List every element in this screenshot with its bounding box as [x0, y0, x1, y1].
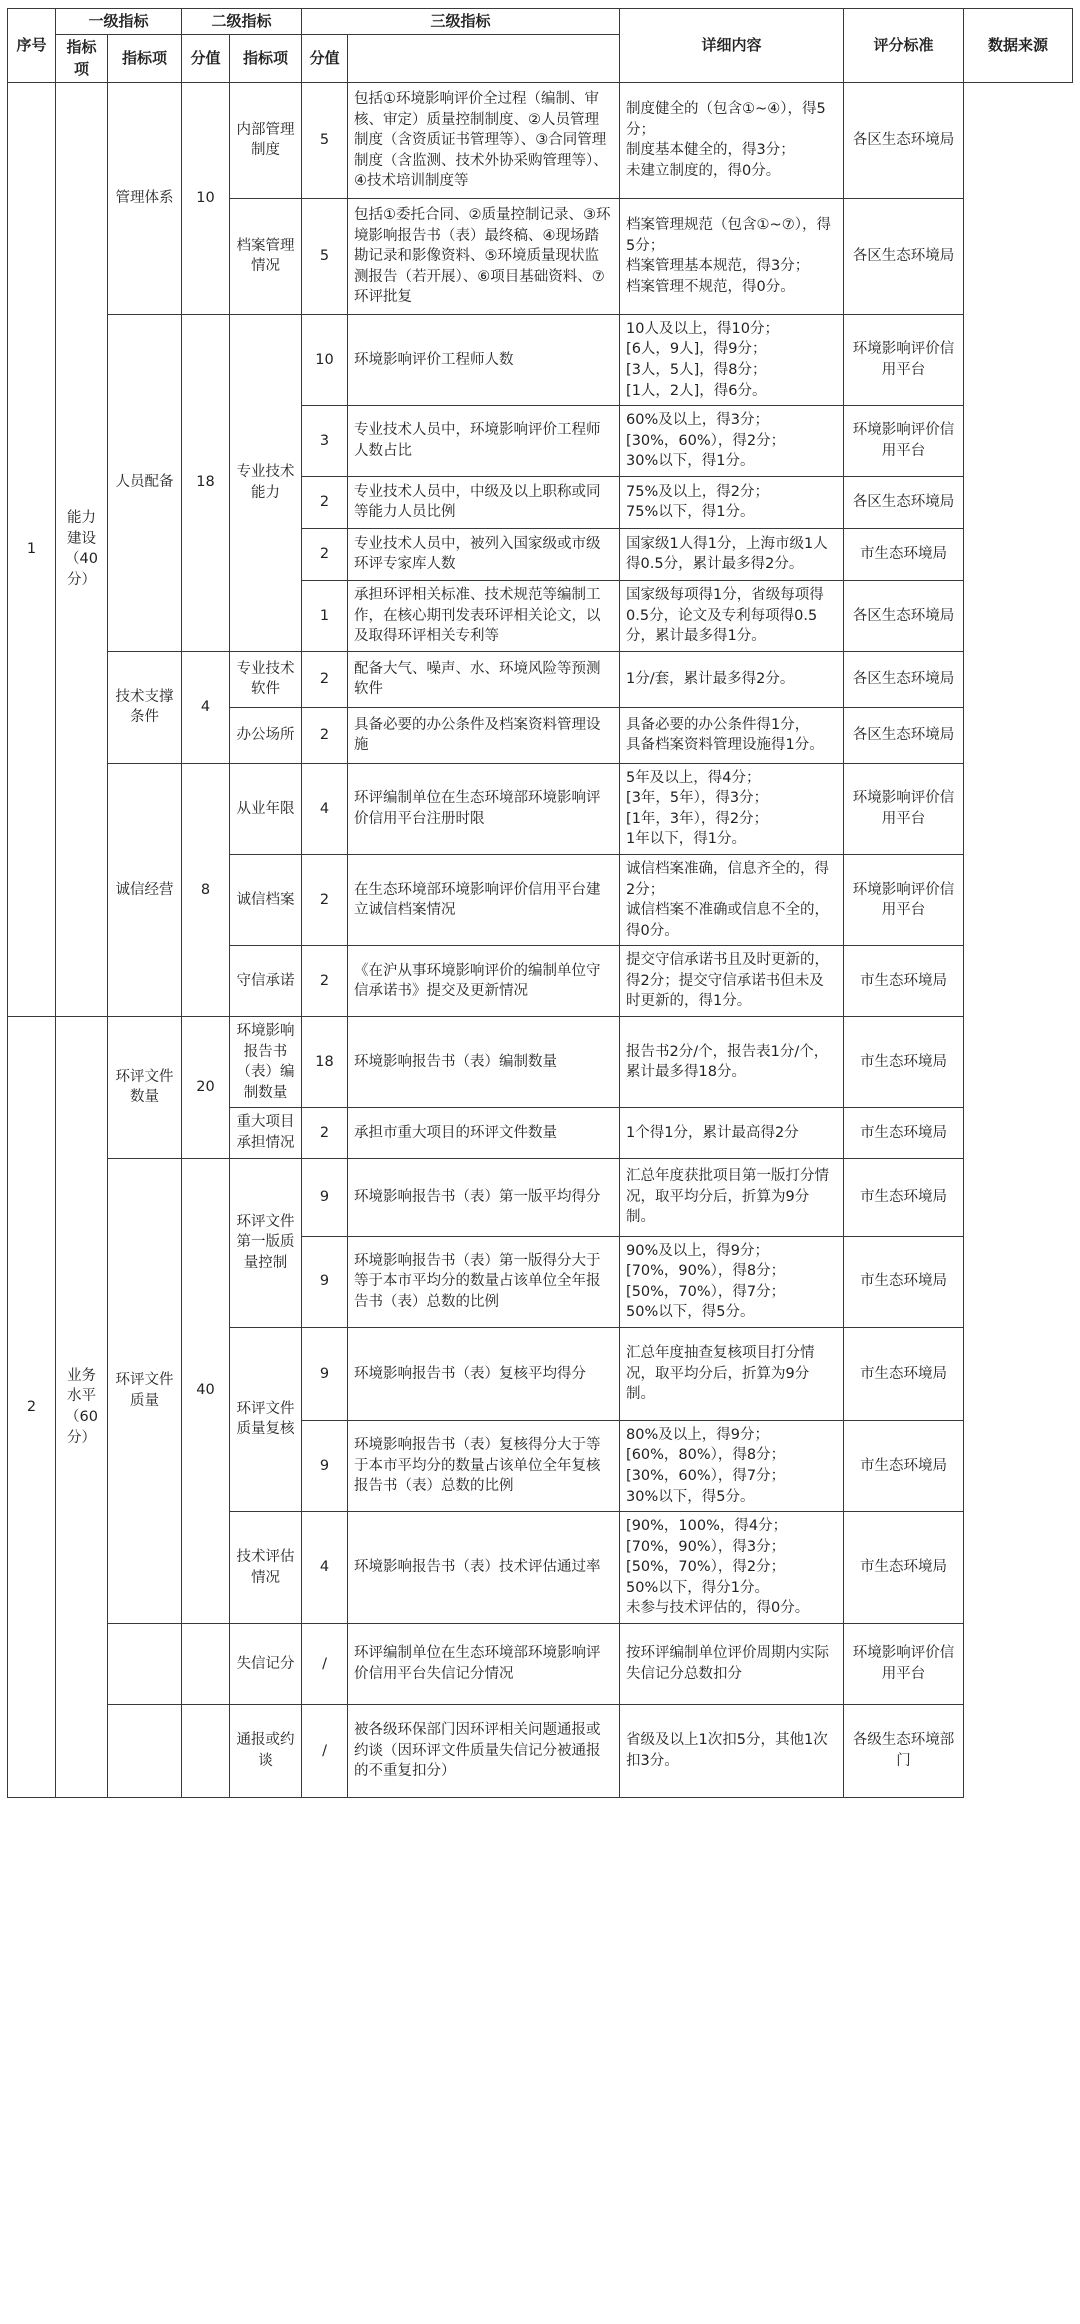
seq-cell: 1	[8, 82, 56, 1016]
header-criteria: 评分标准	[844, 9, 964, 83]
level2-item-cell	[108, 1624, 182, 1705]
criteria-cell: 1分/套，累计最多得2分。	[620, 651, 844, 707]
criteria-cell: 汇总年度抽查复核项目打分情况，取平均分后，折算为9分制。	[620, 1327, 844, 1420]
criteria-cell: 具备必要的办公条件得1分， 具备档案资料管理设施得1分。	[620, 707, 844, 763]
source-cell: 环境影响评价信用平台	[844, 854, 964, 945]
source-cell: 环境影响评价信用平台	[844, 406, 964, 477]
table-row	[8, 651, 1073, 707]
level3-score-cell: 5	[302, 198, 348, 314]
level2-item-cell: 管理体系	[108, 82, 182, 314]
level2-score-cell: 10	[182, 82, 230, 314]
source-cell: 市生态环境局	[844, 1512, 964, 1624]
table-row	[8, 82, 1073, 198]
level3-item-cell: 重大项目 承担情况	[230, 1108, 302, 1158]
level1-cell: 业务水平 （60分）	[56, 1017, 108, 1798]
detail-cell: 包括①环境影响评价全过程（编制、审核、审定）质量控制制度、②人员管理制度（含资质证书管理等）、③合同管理制度（含监测、技术外协采购管理等）、④技术培训制度等	[348, 82, 620, 198]
source-cell: 市生态环境局	[844, 1017, 964, 1108]
level3-score-cell: 2	[302, 1108, 348, 1158]
level3-score-cell: 18	[302, 1017, 348, 1108]
criteria-cell: 75%及以上，得2分； 75%以下，得1分。	[620, 476, 844, 528]
level3-score-cell: 9	[302, 1236, 348, 1327]
level3-item-cell: 守信承诺	[230, 946, 302, 1017]
level3-score-cell: 4	[302, 1512, 348, 1624]
criteria-cell: 国家级每项得1分，省级每项得0.5分，论文及专利每项得0.5分，累计最多得1分。	[620, 580, 844, 651]
table-row	[8, 1158, 1073, 1236]
source-cell: 市生态环境局	[844, 528, 964, 580]
level3-item-cell: 专业技术 软件	[230, 651, 302, 707]
detail-cell: 《在沪从事环境影响评价的编制单位守信承诺书》提交及更新情况	[348, 946, 620, 1017]
source-cell: 各区生态环境局	[844, 707, 964, 763]
source-cell: 各区生态环境局	[844, 580, 964, 651]
source-cell: 市生态环境局	[844, 1327, 964, 1420]
detail-cell: 环境影响报告书（表）复核平均得分	[348, 1327, 620, 1420]
level2-item-cell: 环评文件 数量	[108, 1017, 182, 1158]
source-cell: 市生态环境局	[844, 1158, 964, 1236]
source-cell: 环境影响评价信用平台	[844, 763, 964, 854]
header-level2: 二级指标	[182, 9, 302, 35]
level3-score-cell: 2	[302, 946, 348, 1017]
detail-cell: 被各级环保部门因环评相关问题通报或约谈（因环评文件质量失信记分被通报的不重复扣分）	[348, 1705, 620, 1798]
level3-score-cell: /	[302, 1705, 348, 1798]
level3-item-cell: 失信记分	[230, 1624, 302, 1705]
criteria-cell: 提交守信承诺书且及时更新的，得2分；提交守信承诺书但未及时更新的，得1分。	[620, 946, 844, 1017]
level3-score-cell: 3	[302, 406, 348, 477]
table-body	[8, 82, 1073, 1797]
evaluation-table	[7, 8, 1073, 1798]
level3-item-cell: 专业技术 能力	[230, 314, 302, 651]
level3-score-cell: 2	[302, 476, 348, 528]
level2-item-cell: 诚信经营	[108, 763, 182, 1016]
level3-item-cell: 内部管理 制度	[230, 82, 302, 198]
level3-score-cell: 9	[302, 1327, 348, 1420]
detail-cell: 在生态环境部环境影响评价信用平台建立诚信档案情况	[348, 854, 620, 945]
source-cell: 市生态环境局	[844, 1108, 964, 1158]
criteria-cell: 按环评编制单位评价周期内实际失信记分总数扣分	[620, 1624, 844, 1705]
level3-item-cell: 诚信档案	[230, 854, 302, 945]
detail-cell: 承担市重大项目的环评文件数量	[348, 1108, 620, 1158]
level2-item-cell: 环评文件 质量	[108, 1158, 182, 1624]
source-cell: 各级生态环境部门	[844, 1705, 964, 1798]
criteria-cell: 10人及以上，得10分； [6人，9人]，得9分； [3人，5人]，得8分； [1人，2人]，得6分。	[620, 314, 844, 405]
source-cell: 市生态环境局	[844, 1420, 964, 1511]
level2-score-cell	[182, 1705, 230, 1798]
detail-cell: 环境影响评价工程师人数	[348, 314, 620, 405]
criteria-cell: 档案管理规范（包含①~⑦），得5分； 档案管理基本规范，得3分； 档案管理不规范，得0分。	[620, 198, 844, 314]
level3-score-cell: 2	[302, 528, 348, 580]
source-cell: 环境影响评价信用平台	[844, 1624, 964, 1705]
level3-score-cell: 1	[302, 580, 348, 651]
seq-cell: 2	[8, 1017, 56, 1798]
table-row	[8, 763, 1073, 854]
level3-score-cell: 9	[302, 1158, 348, 1236]
level3-score-cell: 2	[302, 854, 348, 945]
detail-cell: 环境影响报告书（表）第一版平均得分	[348, 1158, 620, 1236]
level3-score-cell: 9	[302, 1420, 348, 1511]
level2-item-cell	[108, 1705, 182, 1798]
level3-score-cell: 2	[302, 651, 348, 707]
criteria-cell: 80%及以上，得9分； [60%，80%），得8分； [30%，60%），得7分； 30%以下，得5分。	[620, 1420, 844, 1511]
level3-score-cell: 2	[302, 707, 348, 763]
criteria-cell: 省级及以上1次扣5分，其他1次扣3分。	[620, 1705, 844, 1798]
table-row	[8, 1017, 1073, 1108]
level3-item-cell: 档案管理 情况	[230, 198, 302, 314]
level2-score-cell: 8	[182, 763, 230, 1016]
level3-score-cell: 10	[302, 314, 348, 405]
header-detail: 详细内容	[620, 9, 844, 83]
criteria-cell: 汇总年度获批项目第一版打分情况，取平均分后，折算为9分制。	[620, 1158, 844, 1236]
level3-score-cell: 4	[302, 763, 348, 854]
table-row	[8, 1624, 1073, 1705]
criteria-cell: 国家级1人得1分，上海市级1人得0.5分，累计最多得2分。	[620, 528, 844, 580]
level2-score-cell	[182, 1624, 230, 1705]
criteria-cell: 制度健全的（包含①~④），得5分； 制度基本健全的，得3分； 未建立制度的，得0分。	[620, 82, 844, 198]
detail-cell: 环境影响报告书（表）编制数量	[348, 1017, 620, 1108]
source-cell: 各区生态环境局	[844, 476, 964, 528]
source-cell: 市生态环境局	[844, 946, 964, 1017]
table-row	[8, 314, 1073, 405]
source-cell: 各区生态环境局	[844, 651, 964, 707]
detail-cell: 具备必要的办公条件及档案资料管理设施	[348, 707, 620, 763]
detail-cell: 包括①委托合同、②质量控制记录、③环境影响报告书（表）最终稿、④现场踏勘记录和影像资料、⑤环境质量现状监测报告（若开展）、⑥项目基础资料、⑦环评批复	[348, 198, 620, 314]
detail-cell: 环评编制单位在生态环境部环境影响评价信用平台失信记分情况	[348, 1624, 620, 1705]
level3-score-cell: 5	[302, 82, 348, 198]
detail-cell: 承担环评相关标准、技术规范等编制工作，在核心期刊发表环评相关论文，以及取得环评相关专利等	[348, 580, 620, 651]
level2-item-cell: 技术支撑 条件	[108, 651, 182, 763]
source-cell: 各区生态环境局	[844, 198, 964, 314]
source-cell: 环境影响评价信用平台	[844, 314, 964, 405]
header-source: 数据来源	[964, 9, 1073, 83]
detail-cell: 专业技术人员中，被列入国家级或市级环评专家库人数	[348, 528, 620, 580]
header-seq: 序号	[8, 9, 56, 83]
level3-item-cell: 环境影响 报告书 （表）编 制数量	[230, 1017, 302, 1108]
header-l2-score: 分值	[182, 35, 230, 83]
level2-score-cell: 18	[182, 314, 230, 651]
level2-item-cell: 人员配备	[108, 314, 182, 651]
header-level3: 三级指标	[302, 9, 620, 35]
criteria-cell: 5年及以上，得4分； [3年，5年），得3分； [1年，3年），得2分； 1年以下，得1分。	[620, 763, 844, 854]
detail-cell: 环境影响报告书（表）复核得分大于等于本市平均分的数量占该单位全年复核报告书（表）总数的比例	[348, 1420, 620, 1511]
header-l2-item: 指标项	[108, 35, 182, 83]
criteria-cell: 60%及以上，得3分； [30%，60%），得2分； 30%以下，得1分。	[620, 406, 844, 477]
detail-cell: 专业技术人员中，中级及以上职称或同等能力人员比例	[348, 476, 620, 528]
level2-score-cell: 4	[182, 651, 230, 763]
criteria-cell: 报告书2分/个，报告表1分/个，累计最多得18分。	[620, 1017, 844, 1108]
header-level1: 一级指标	[56, 9, 182, 35]
level3-item-cell: 办公场所	[230, 707, 302, 763]
header-l3-item: 指标项	[230, 35, 302, 83]
detail-cell: 环评编制单位在生态环境部环境影响评价信用平台注册时限	[348, 763, 620, 854]
level3-score-cell: /	[302, 1624, 348, 1705]
table-row	[8, 1705, 1073, 1798]
criteria-cell: 诚信档案准确，信息齐全的，得2分； 诚信档案不准确或信息不全的，得0分。	[620, 854, 844, 945]
level3-item-cell: 从业年限	[230, 763, 302, 854]
level2-score-cell: 40	[182, 1158, 230, 1624]
level3-item-cell: 环评文件 质量复核	[230, 1327, 302, 1511]
level3-item-cell: 技术评估 情况	[230, 1512, 302, 1624]
criteria-cell: [90%，100%，得4分； [70%，90%），得3分； [50%，70%），得2分； 50%以下，得分1分。 未参与技术评估的，得0分。	[620, 1512, 844, 1624]
criteria-cell: 1个得1分，累计最高得2分	[620, 1108, 844, 1158]
detail-cell: 环境影响报告书（表）技术评估通过率	[348, 1512, 620, 1624]
level2-score-cell: 20	[182, 1017, 230, 1158]
header-l3-score: 分值	[302, 35, 348, 83]
header-l1-item: 指标项	[56, 35, 108, 83]
level3-item-cell: 通报或约 谈	[230, 1705, 302, 1798]
source-cell: 市生态环境局	[844, 1236, 964, 1327]
criteria-cell: 90%及以上，得9分； [70%，90%），得8分； [50%，70%），得7分； 50%以下，得5分。	[620, 1236, 844, 1327]
level1-cell: 能力建设 （40分）	[56, 82, 108, 1016]
level3-item-cell: 环评文件 第一版质 量控制	[230, 1158, 302, 1327]
source-cell: 各区生态环境局	[844, 82, 964, 198]
detail-cell: 配备大气、噪声、水、环境风险等预测软件	[348, 651, 620, 707]
detail-cell: 专业技术人员中，环境影响评价工程师人数占比	[348, 406, 620, 477]
detail-cell: 环境影响报告书（表）第一版得分大于等于本市平均分的数量占该单位全年报告书（表）总数的比例	[348, 1236, 620, 1327]
